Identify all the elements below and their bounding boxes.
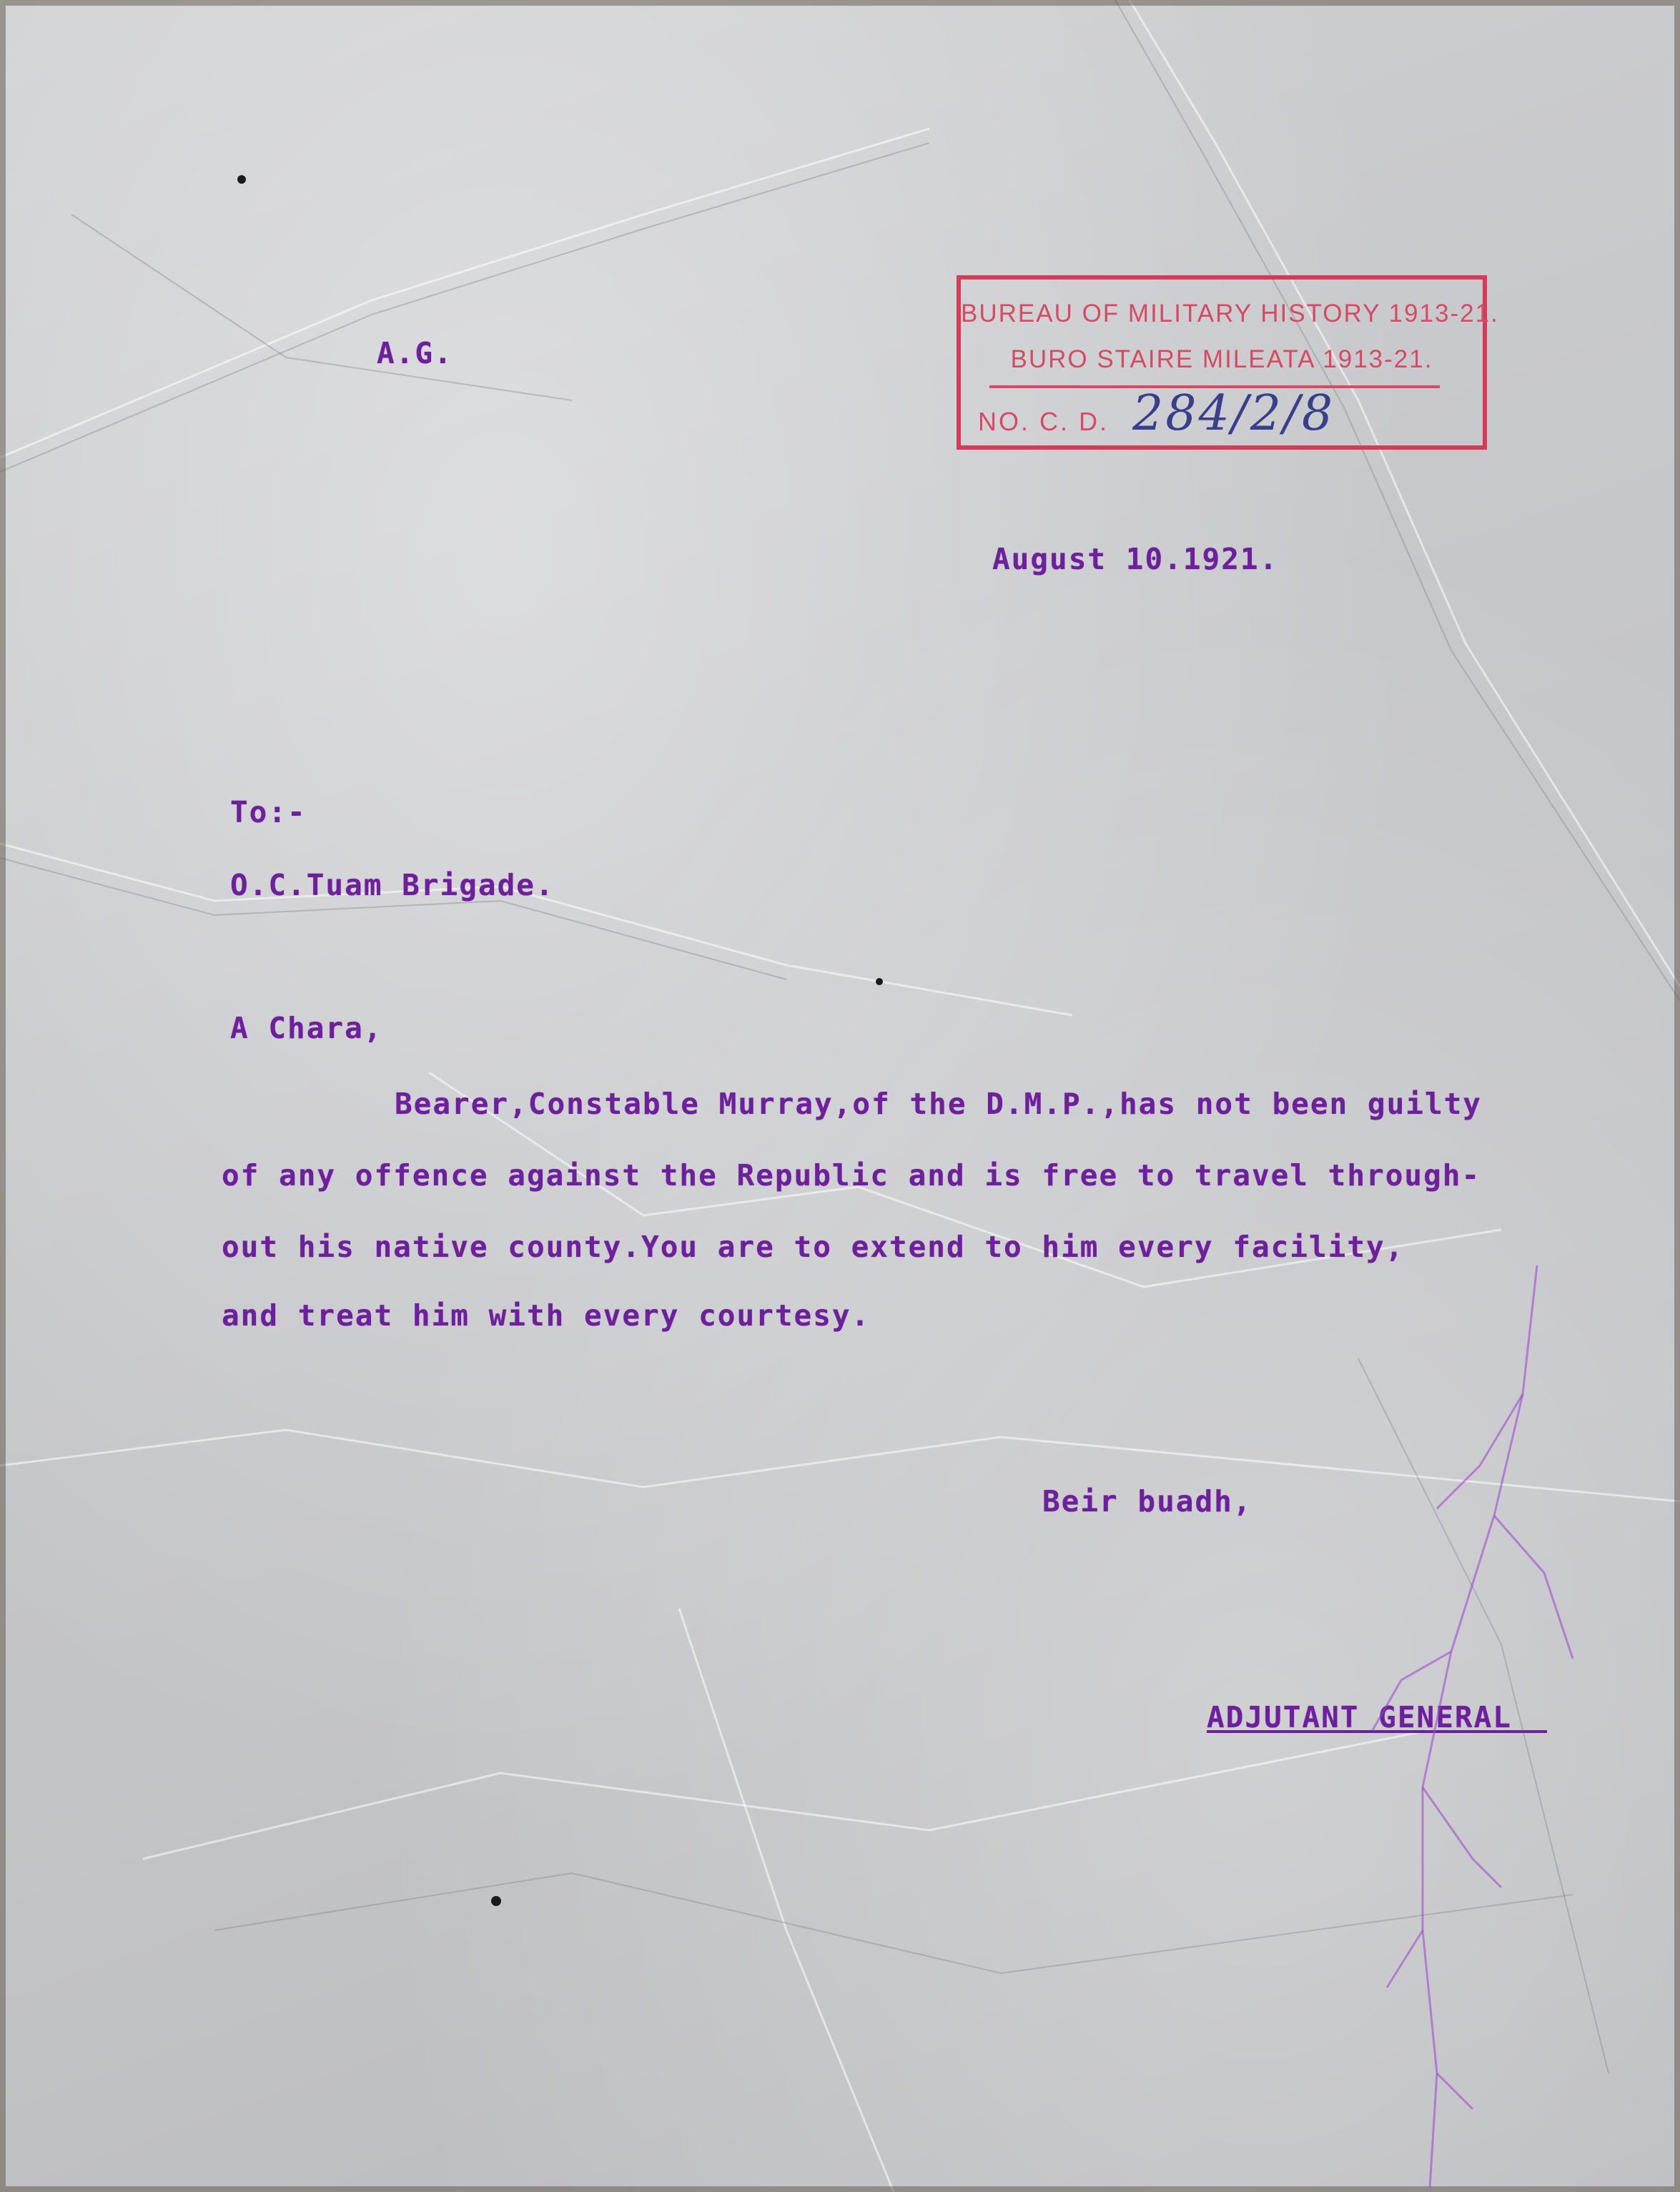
recipient: O.C.Tuam Brigade.	[230, 868, 555, 902]
body-line: out his native county.You are to extend to him every facility,	[222, 1230, 1405, 1264]
body-line: Bearer,Constable Murray,of the D.M.P.,has not been guilty	[395, 1087, 1482, 1121]
signature-title: ADJUTANT GENERAL	[1207, 1700, 1512, 1734]
ink-dot	[876, 978, 883, 985]
ink-dot	[237, 175, 246, 184]
stamp-handwritten-number: 284/2/8	[1132, 385, 1335, 442]
to-label: To:-	[230, 795, 307, 829]
ink-dot	[491, 1896, 501, 1906]
salutation: A Chara,	[230, 1011, 383, 1045]
body-line: of any offence against the Republic and is free to travel through-	[222, 1158, 1481, 1193]
stamp-line-2: BURO STAIRE MILEATA 1913-21.	[1010, 345, 1433, 373]
sender-initials: A.G.	[377, 336, 453, 370]
stamp-line-1: BUREAU OF MILITARY HISTORY 1913-21.	[961, 300, 1499, 327]
body-line: and treat him with every courtesy.	[222, 1298, 871, 1333]
letter-date: August 10.1921.	[992, 542, 1279, 576]
stamp-number-label: NO. C. D.	[978, 407, 1110, 436]
closing: Beir buadh,	[1042, 1484, 1252, 1519]
